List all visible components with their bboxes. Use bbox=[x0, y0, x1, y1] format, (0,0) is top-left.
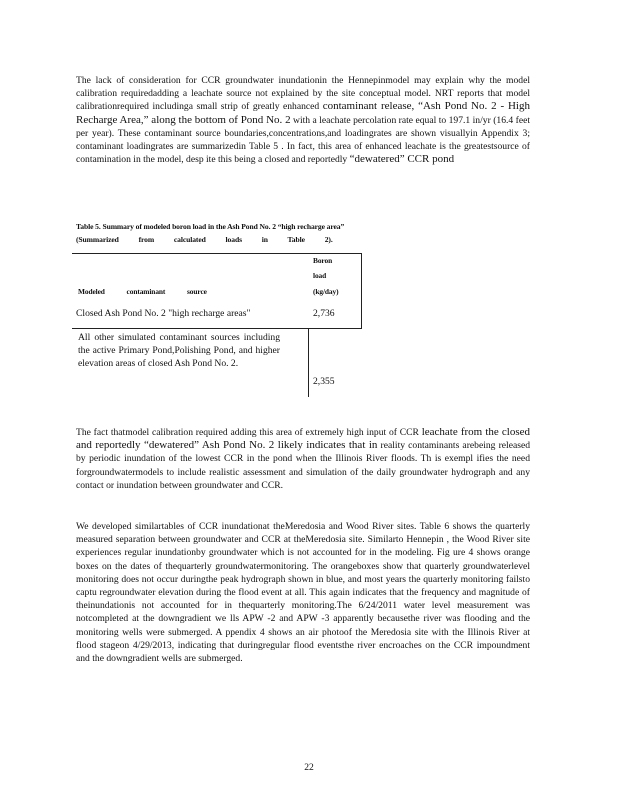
paragraph-text: with a leachate percolation rate equal to 197.1 in/yr (16.4 feet per year). These contaminant source boundaries,concentrations,and loadingrates are shown visuallyin Appendix 3; contaminant loadingrates are summarizedin Table 5 . In fact, this area of enhanced leachate is the greatestsource of contamination in the model, desp ite this being a closed and reportedly bbox=[76, 114, 531, 166]
table-row-2-source: All other simulated contaminant sources including the active Primary Pond,Polishing Pond, and higher elevation areas of closed Ash Pond No. 2. bbox=[78, 332, 280, 370]
paragraph-text: The lack of consideration for CCR groundwater inundationin the Hennepinmodel may explain why the model calibration requiredadding a leachate source not explained by the site conceptual model. NRT reports that model calibrationrequired includinga small strip of greatly enhanced bbox=[76, 75, 530, 113]
table-row-2-load: 2,355 bbox=[313, 376, 335, 387]
table-border-right bbox=[361, 253, 362, 329]
table-row-divider bbox=[72, 328, 362, 329]
paragraph-text-large: contaminant release, “Ash Pond No. 2 - High Recharge Area,” along the bottom of Pond No. 2 bbox=[76, 100, 530, 126]
boron-load-table bbox=[72, 253, 362, 397]
table-border-top bbox=[72, 253, 362, 254]
table-header-source: Modeled contaminant source bbox=[78, 287, 207, 296]
table-caption-subtitle: (Summarized from calculated loads in Table 2). bbox=[76, 235, 333, 244]
paragraph-text: reality contaminants arebeing released by periodic inundation of the lowest CCR in the pond when the Illinois River floods. Th is exempl ifies the need forgroundwatermodels to include realistic assessment and simulation of the daily groundwater hydrograph and any contact or inundation between groundwater and CCR. bbox=[76, 440, 531, 491]
paragraph-text: The fact thatmodel calibration required adding this area of extremely high input of CCR bbox=[76, 427, 422, 438]
table-header-unit: (kg/day) bbox=[313, 287, 339, 296]
table-caption-title: Table 5. Summary of modeled boron load in the Ash Pond No. 2 “high recharge area” bbox=[76, 222, 345, 231]
table-header-load: load bbox=[313, 271, 327, 280]
table-row-1-source: Closed Ash Pond No. 2 "high recharge areas" bbox=[76, 308, 251, 319]
paragraph-calibration-implication bbox=[76, 426, 530, 492]
table-column-divider bbox=[308, 328, 309, 397]
table-header-boron: Boron bbox=[313, 256, 333, 265]
page-number: 22 bbox=[304, 762, 314, 773]
paragraph-meredosia-wood-river: We developed similartables of CCR inundationat theMeredosia and Wood River sites. Table 6 shows the quarterly measured separation between groundwater and CCR at theMeredosia site. Similarto Hennepin , the Wood River site experiences regular inundationby groundwater which is not accounted for in the modeling. Fig ure 4 shows orange boxes on the dates of thequarterly groundwatermonitoring. The orangeboxes show that quarterly groundwaterlevel monitoring does not occur duringthe peak hydrograph shown in blue, and most years the quarterly monitoring failsto captu regroundwater elevation during the flood event at all. This again indicates that the frequency and magnitude of theinundationis not accounted for in thequarterly monitoring.The 6/24/2011 water level measurement was notcompleted at the downgradient we lls APW -2 and APW -3 apparently becausethe river was flooding and the monitoring wells were submerged. A ppendix 4 shows an air photoof the Meredosia site with the Illinois River at flood stageon 4/29/2013, indicating that duringregular flood eventsthe river encroaches on the CCR impoundment and the downgradient wells are submerged. bbox=[76, 521, 530, 665]
table-row-1-load: 2,736 bbox=[313, 308, 335, 319]
paragraph-text-large: “dewatered” CCR pond bbox=[349, 153, 455, 166]
paragraph-text-large: leachate from the closed and reportedly “dewatered” Ash Pond No. 2 likely indicates that in bbox=[76, 426, 530, 452]
paragraph-hennepin-calibration bbox=[76, 74, 530, 166]
